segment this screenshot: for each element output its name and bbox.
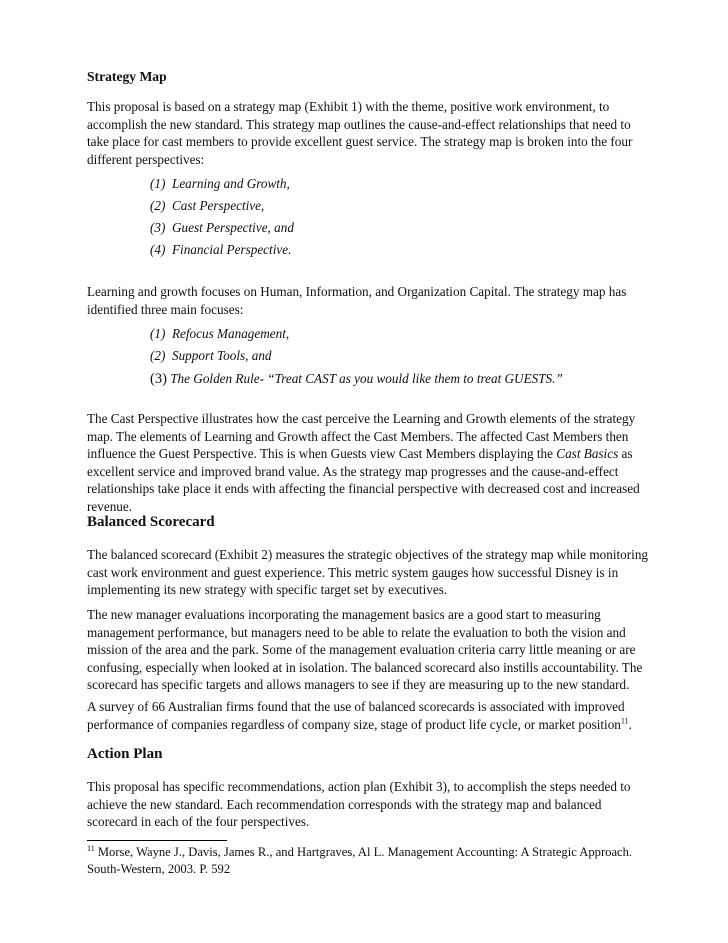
balanced-scorecard-heading: Balanced Scorecard <box>87 514 215 530</box>
learning-growth-paragraph: Learning and growth focuses on Human, Information, and Organization Capital. The strategy map has identified three main focuses: <box>87 284 627 317</box>
strategy-map-intro: This proposal is based on a strategy map (Exhibit 1) with the theme, positive work environment, to accomplish the new standard. This strategy map outlines the cause-and-effect relationships that need to take place for cast members to provide excellent guest service. The strategy map is broken into the four different perspectives: <box>87 99 633 167</box>
perspectives-list <box>150 173 650 261</box>
list-item: (1) Refocus Management, <box>150 326 290 341</box>
balanced-scorecard-paragraph-2: The new manager evaluations incorporating the management basics are a good start to measuring management performance, but managers need to be able to relate the evaluation to both the vision and mission of the area and the park. Some of the management evaluation criteria carry little meaning or are confusing, especially when looked at in isolation. The balanced scorecard also instills accountability. The scorecard has specific targets and allows managers to see if they are measuring up to the new standard. <box>87 607 643 693</box>
balanced-scorecard-paragraph-1: The balanced scorecard (Exhibit 2) measures the strategic objectives of the strategy map while monitoring cast work environment and guest experience. This metric system gauges how successful Disney is in implementing its new strategy with specific target set by executives. <box>87 547 649 598</box>
list-item: (2) Cast Perspective, <box>150 198 265 213</box>
footnote: $^{11}$ Morse, Wayne J., Davis, James R., and Hartgraves, Al L. Management Accounting: A Strategic Approach. South-Western, 2003. P. 592 <box>87 843 633 876</box>
strategy-map-heading: Strategy Map <box>87 69 167 84</box>
balanced-scorecard-paragraph-3: A survey of 66 Australian firms found that the use of balanced scorecards is associated with improved performance of companies regardless of company size, stage of product life cycle, or market position$^{11}$. <box>87 699 632 732</box>
list-item: (3) Guest Perspective, and <box>150 220 294 235</box>
list-item: (4) Financial Perspective. <box>150 242 292 257</box>
footnote-divider <box>87 840 227 841</box>
footnote-reference: 11 <box>620 716 629 726</box>
list-item: (3) The Golden Rule- “Treat CAST as you would like them to treat GUESTS.” <box>150 371 563 387</box>
list-item: (2) Support Tools, and <box>150 348 272 363</box>
list-item: (1) Learning and Growth, <box>150 176 290 191</box>
action-plan-paragraph: This proposal has specific recommendations, action plan (Exhibit 3), to accomplish the steps needed to achieve the new standard. Each recommendation corresponds with the strategy map and balanced scorecard in each of the four perspectives. <box>87 779 631 830</box>
footnote-number: 11 <box>87 843 95 853</box>
cast-perspective-paragraph: The Cast Perspective illustrates how the cast perceive the Learning and Growth elements of the strategy map. The elements of Learning and Growth affect the Cast Members. The affected Cast Members then influence the Guest Perspective. This is when Guests view Cast Members displaying the Cast Basics as excellent service and improved brand value. As the strategy map progresses and the cause-and-effect relationships take place it ends with affecting the financial perspective with decreased cost and increased revenue. <box>87 411 640 514</box>
focuses-list <box>150 323 650 391</box>
cast-basics-emphasis: Cast Basics <box>556 446 619 462</box>
action-plan-heading: Action Plan <box>87 746 163 762</box>
